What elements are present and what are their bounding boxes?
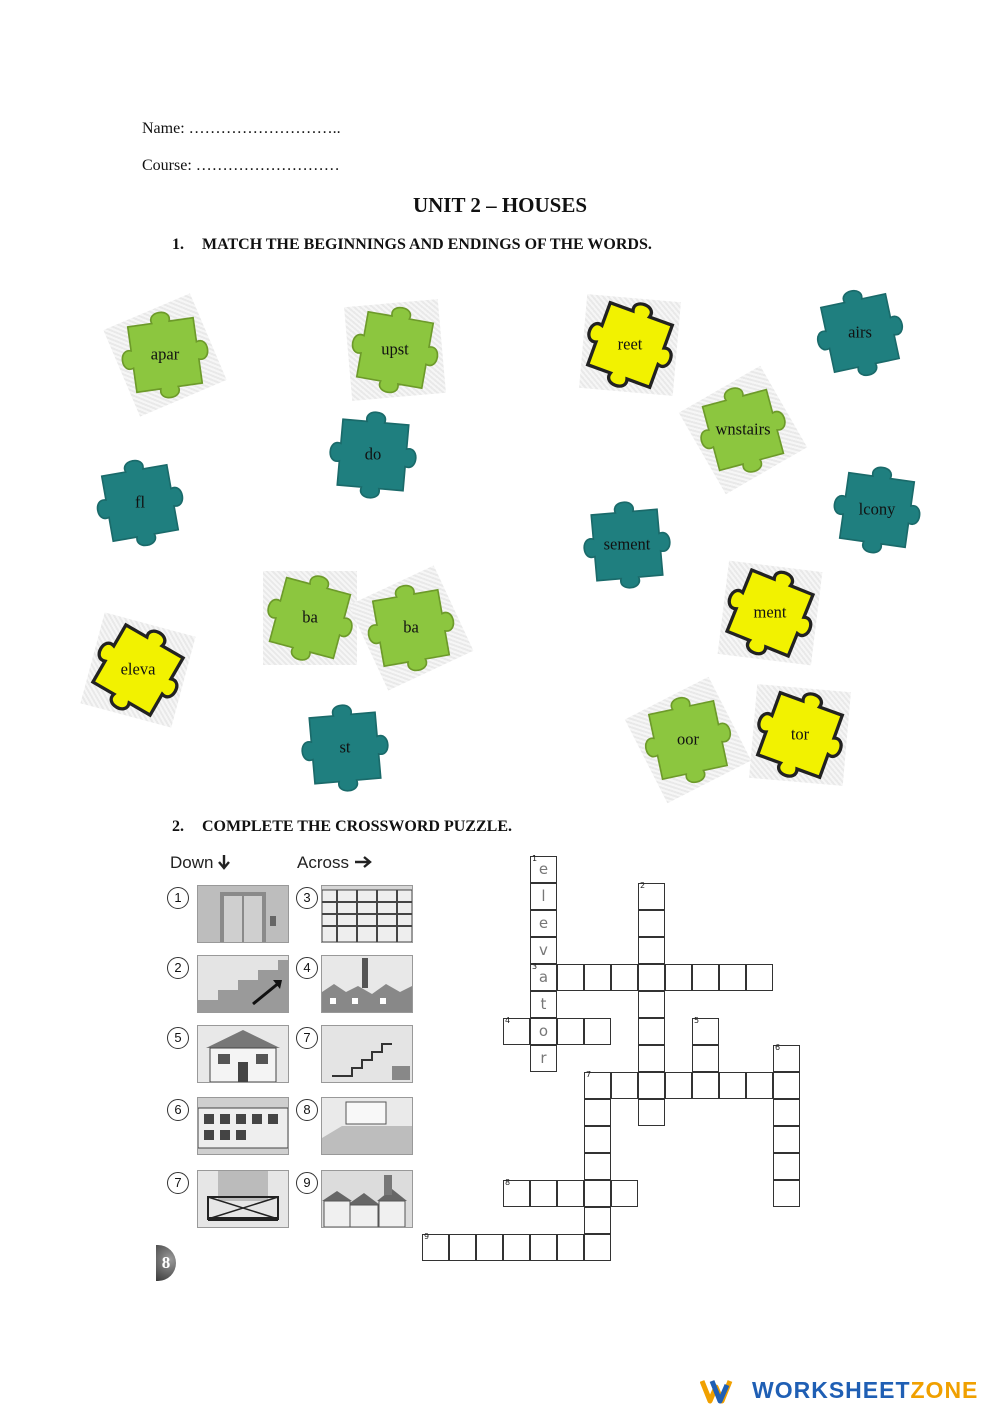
puzzle-piece[interactable] (340, 295, 450, 405)
crossword-cell[interactable] (773, 1180, 800, 1207)
clue-picture (321, 955, 413, 1013)
clue-number: 5 (167, 1027, 189, 1049)
clue-picture (197, 885, 289, 943)
puzzle-piece[interactable] (110, 300, 220, 410)
puzzle-piece-shape (745, 680, 855, 790)
puzzle-piece[interactable] (745, 680, 855, 790)
crossword-cell[interactable] (773, 1153, 800, 1180)
crossword-cell[interactable] (557, 1234, 584, 1261)
crossword-cell[interactable] (557, 1180, 584, 1207)
puzzle-piece-shape (572, 490, 682, 600)
crossword-cell[interactable] (773, 1072, 800, 1099)
brand-word-2: ZONE (910, 1377, 979, 1403)
puzzle-piece-label: ment (753, 602, 787, 622)
crossword-cell[interactable] (665, 1072, 692, 1099)
puzzle-piece-shape (85, 448, 195, 558)
crossword-cell[interactable] (449, 1234, 476, 1261)
crossword-cell[interactable] (692, 1018, 719, 1045)
puzzle-piece[interactable] (822, 455, 932, 565)
crossword-cell[interactable] (584, 1153, 611, 1180)
clue-number: 3 (296, 887, 318, 909)
crossword-cell[interactable] (638, 991, 665, 1018)
clue-picture (197, 1170, 289, 1228)
puzzle-piece-shape (290, 693, 400, 803)
clue-number: 6 (167, 1099, 189, 1121)
crossword-cell[interactable] (557, 1018, 584, 1045)
crossword-letter: o (538, 1022, 549, 1040)
puzzle-piece[interactable] (805, 278, 915, 388)
crossword-clue-number: 3 (532, 962, 538, 971)
crossword-cell[interactable] (719, 1072, 746, 1099)
puzzle-piece[interactable] (715, 558, 825, 668)
crossword-cell[interactable] (611, 1072, 638, 1099)
crossword-clue-number: 4 (505, 1016, 511, 1025)
puzzle-piece-label: do (364, 444, 382, 464)
crossword-letter: l (541, 887, 546, 905)
clue-number: 2 (167, 957, 189, 979)
puzzle-piece[interactable] (575, 290, 685, 400)
puzzle-piece-shape (715, 558, 825, 668)
puzzle-piece[interactable] (255, 563, 365, 673)
puzzle-piece-label: eleva (120, 659, 156, 679)
puzzle-piece-shape (340, 295, 450, 405)
puzzle-piece-label: ba (302, 607, 318, 627)
crossword-cell[interactable] (746, 964, 773, 991)
clue-picture (197, 1097, 289, 1155)
crossword-cell[interactable] (530, 1180, 557, 1207)
name-field[interactable]: Name: ……………………….. (142, 120, 341, 137)
crossword-cell[interactable] (611, 964, 638, 991)
crossword-cell[interactable] (638, 1018, 665, 1045)
crossword-cell[interactable] (530, 937, 557, 964)
crossword-letter: r (540, 1049, 547, 1067)
crossword-cell[interactable] (719, 964, 746, 991)
clue-number: 9 (296, 1172, 318, 1194)
crossword-cell[interactable] (584, 1099, 611, 1126)
crossword-clue-number: 2 (640, 881, 646, 890)
crossword-cell[interactable] (530, 883, 557, 910)
arrow-down-icon (218, 854, 230, 870)
crossword-clue-number: 6 (775, 1043, 781, 1052)
crossword-cell[interactable] (773, 1099, 800, 1126)
arrow-right-icon (354, 856, 372, 868)
puzzle-piece-label: apar (150, 344, 180, 364)
crossword-cell[interactable] (503, 1018, 530, 1045)
puzzle-piece-label: reet (617, 334, 643, 354)
crossword-cell[interactable] (638, 883, 665, 910)
crossword-cell[interactable] (638, 937, 665, 964)
crossword-cell[interactable] (584, 1207, 611, 1234)
puzzle-piece-shape (688, 375, 798, 485)
clue-picture (321, 1097, 413, 1155)
puzzle-piece-label: oor (677, 729, 699, 749)
crossword-clue-number: 7 (586, 1070, 592, 1079)
crossword-letter: a (538, 968, 549, 986)
crossword-cell[interactable] (638, 1099, 665, 1126)
crossword-cell[interactable] (638, 1045, 665, 1072)
puzzle-piece-shape (318, 400, 428, 510)
crossword-clue-number: 1 (532, 854, 538, 863)
puzzle-piece-label: sement (603, 534, 651, 554)
section-1-number: 1. (172, 236, 184, 253)
puzzle-piece[interactable] (85, 448, 195, 558)
section-2-text: COMPLETE THE CROSSWORD PUZZLE. (202, 818, 512, 835)
worksheetzone-icon (700, 1378, 740, 1404)
crossword-cell[interactable] (584, 1234, 611, 1261)
puzzle-piece-shape (110, 300, 220, 410)
crossword-cell[interactable] (584, 1126, 611, 1153)
crossword-letter: v (539, 941, 548, 959)
page-title: UNIT 2 – HOUSES (412, 193, 588, 217)
crossword-cell[interactable] (422, 1234, 449, 1261)
course-field[interactable]: Course: ……………………… (142, 157, 340, 174)
puzzle-piece-label: lcony (858, 499, 896, 519)
crossword-cell[interactable] (638, 910, 665, 937)
crossword-cell[interactable] (584, 1018, 611, 1045)
puzzle-piece[interactable] (572, 490, 682, 600)
crossword-cell[interactable] (692, 1072, 719, 1099)
crossword-clue-number: 5 (694, 1016, 700, 1025)
crossword-cell[interactable] (584, 964, 611, 991)
crossword-cell[interactable] (611, 1180, 638, 1207)
puzzle-piece-label: wnstairs (715, 419, 771, 439)
clue-number: 7 (167, 1172, 189, 1194)
puzzle-piece-label: upst (381, 339, 409, 359)
crossword-cell[interactable] (530, 1234, 557, 1261)
brand-word-1: WORKSHEET (752, 1377, 911, 1403)
crossword-cell[interactable] (530, 910, 557, 937)
crossword-cell[interactable] (773, 1126, 800, 1153)
clue-picture (321, 1025, 413, 1083)
clue-number: 7 (296, 1027, 318, 1049)
puzzle-piece[interactable] (356, 573, 466, 683)
puzzle-piece-label: airs (848, 322, 872, 342)
crossword-cell[interactable] (503, 1234, 530, 1261)
crossword-cell[interactable] (638, 964, 665, 991)
puzzle-piece-label: fl (134, 492, 146, 512)
clue-number: 8 (296, 1099, 318, 1121)
crossword-letter: e (538, 860, 549, 878)
crossword-cell[interactable] (584, 1180, 611, 1207)
crossword-cell[interactable] (665, 964, 692, 991)
crossword-letter: t (540, 995, 547, 1013)
crossword-cell[interactable] (530, 1018, 557, 1045)
across-label: Across (297, 853, 349, 872)
crossword-clue-number: 9 (424, 1232, 430, 1241)
puzzle-piece-label: ba (403, 617, 419, 637)
puzzle-piece-shape (356, 573, 466, 683)
puzzle-piece-shape (805, 278, 915, 388)
crossword-cell[interactable] (530, 964, 557, 991)
crossword-cell[interactable] (530, 1045, 557, 1072)
page-number: 8 (156, 1245, 176, 1281)
clue-picture (197, 955, 289, 1013)
clue-number: 4 (296, 957, 318, 979)
puzzle-piece[interactable] (290, 693, 400, 803)
puzzle-piece-label: tor (790, 724, 810, 744)
crossword-cell[interactable] (476, 1234, 503, 1261)
crossword-cell[interactable] (584, 1072, 611, 1099)
crossword-cell[interactable] (638, 1072, 665, 1099)
crossword-cell[interactable] (503, 1180, 530, 1207)
section-1-heading (172, 236, 652, 254)
puzzle-piece-shape (255, 563, 365, 673)
worksheetzone-logo (700, 1377, 978, 1404)
crossword-cell[interactable] (746, 1072, 773, 1099)
puzzle-piece-shape (822, 455, 932, 565)
crossword-clue-number: 8 (505, 1178, 511, 1187)
across-heading (297, 853, 372, 873)
puzzle-piece-shape (633, 685, 743, 795)
puzzle-piece-shape (575, 290, 685, 400)
crossword-cell[interactable] (692, 964, 719, 991)
crossword-cell[interactable] (557, 964, 584, 991)
crossword-cell[interactable] (692, 1045, 719, 1072)
section-2-number: 2. (172, 818, 184, 835)
crossword-cell[interactable] (530, 991, 557, 1018)
puzzle-piece[interactable] (83, 615, 193, 725)
clue-picture (321, 1170, 413, 1228)
clue-picture (197, 1025, 289, 1083)
crossword-cell[interactable] (530, 856, 557, 883)
clue-picture (321, 885, 413, 943)
section-2-heading (172, 818, 512, 836)
puzzle-piece[interactable] (688, 375, 798, 485)
down-label: Down (170, 853, 214, 872)
crossword-letter: e (538, 914, 549, 932)
section-1-text: MATCH THE BEGINNINGS AND ENDINGS OF THE WORDS. (202, 236, 652, 253)
puzzle-piece-shape (83, 615, 193, 725)
clue-number: 1 (167, 887, 189, 909)
puzzle-piece-label: st (339, 737, 351, 757)
puzzle-piece[interactable] (318, 400, 428, 510)
crossword-cell[interactable] (773, 1045, 800, 1072)
puzzle-piece[interactable] (633, 685, 743, 795)
down-heading (170, 853, 230, 873)
